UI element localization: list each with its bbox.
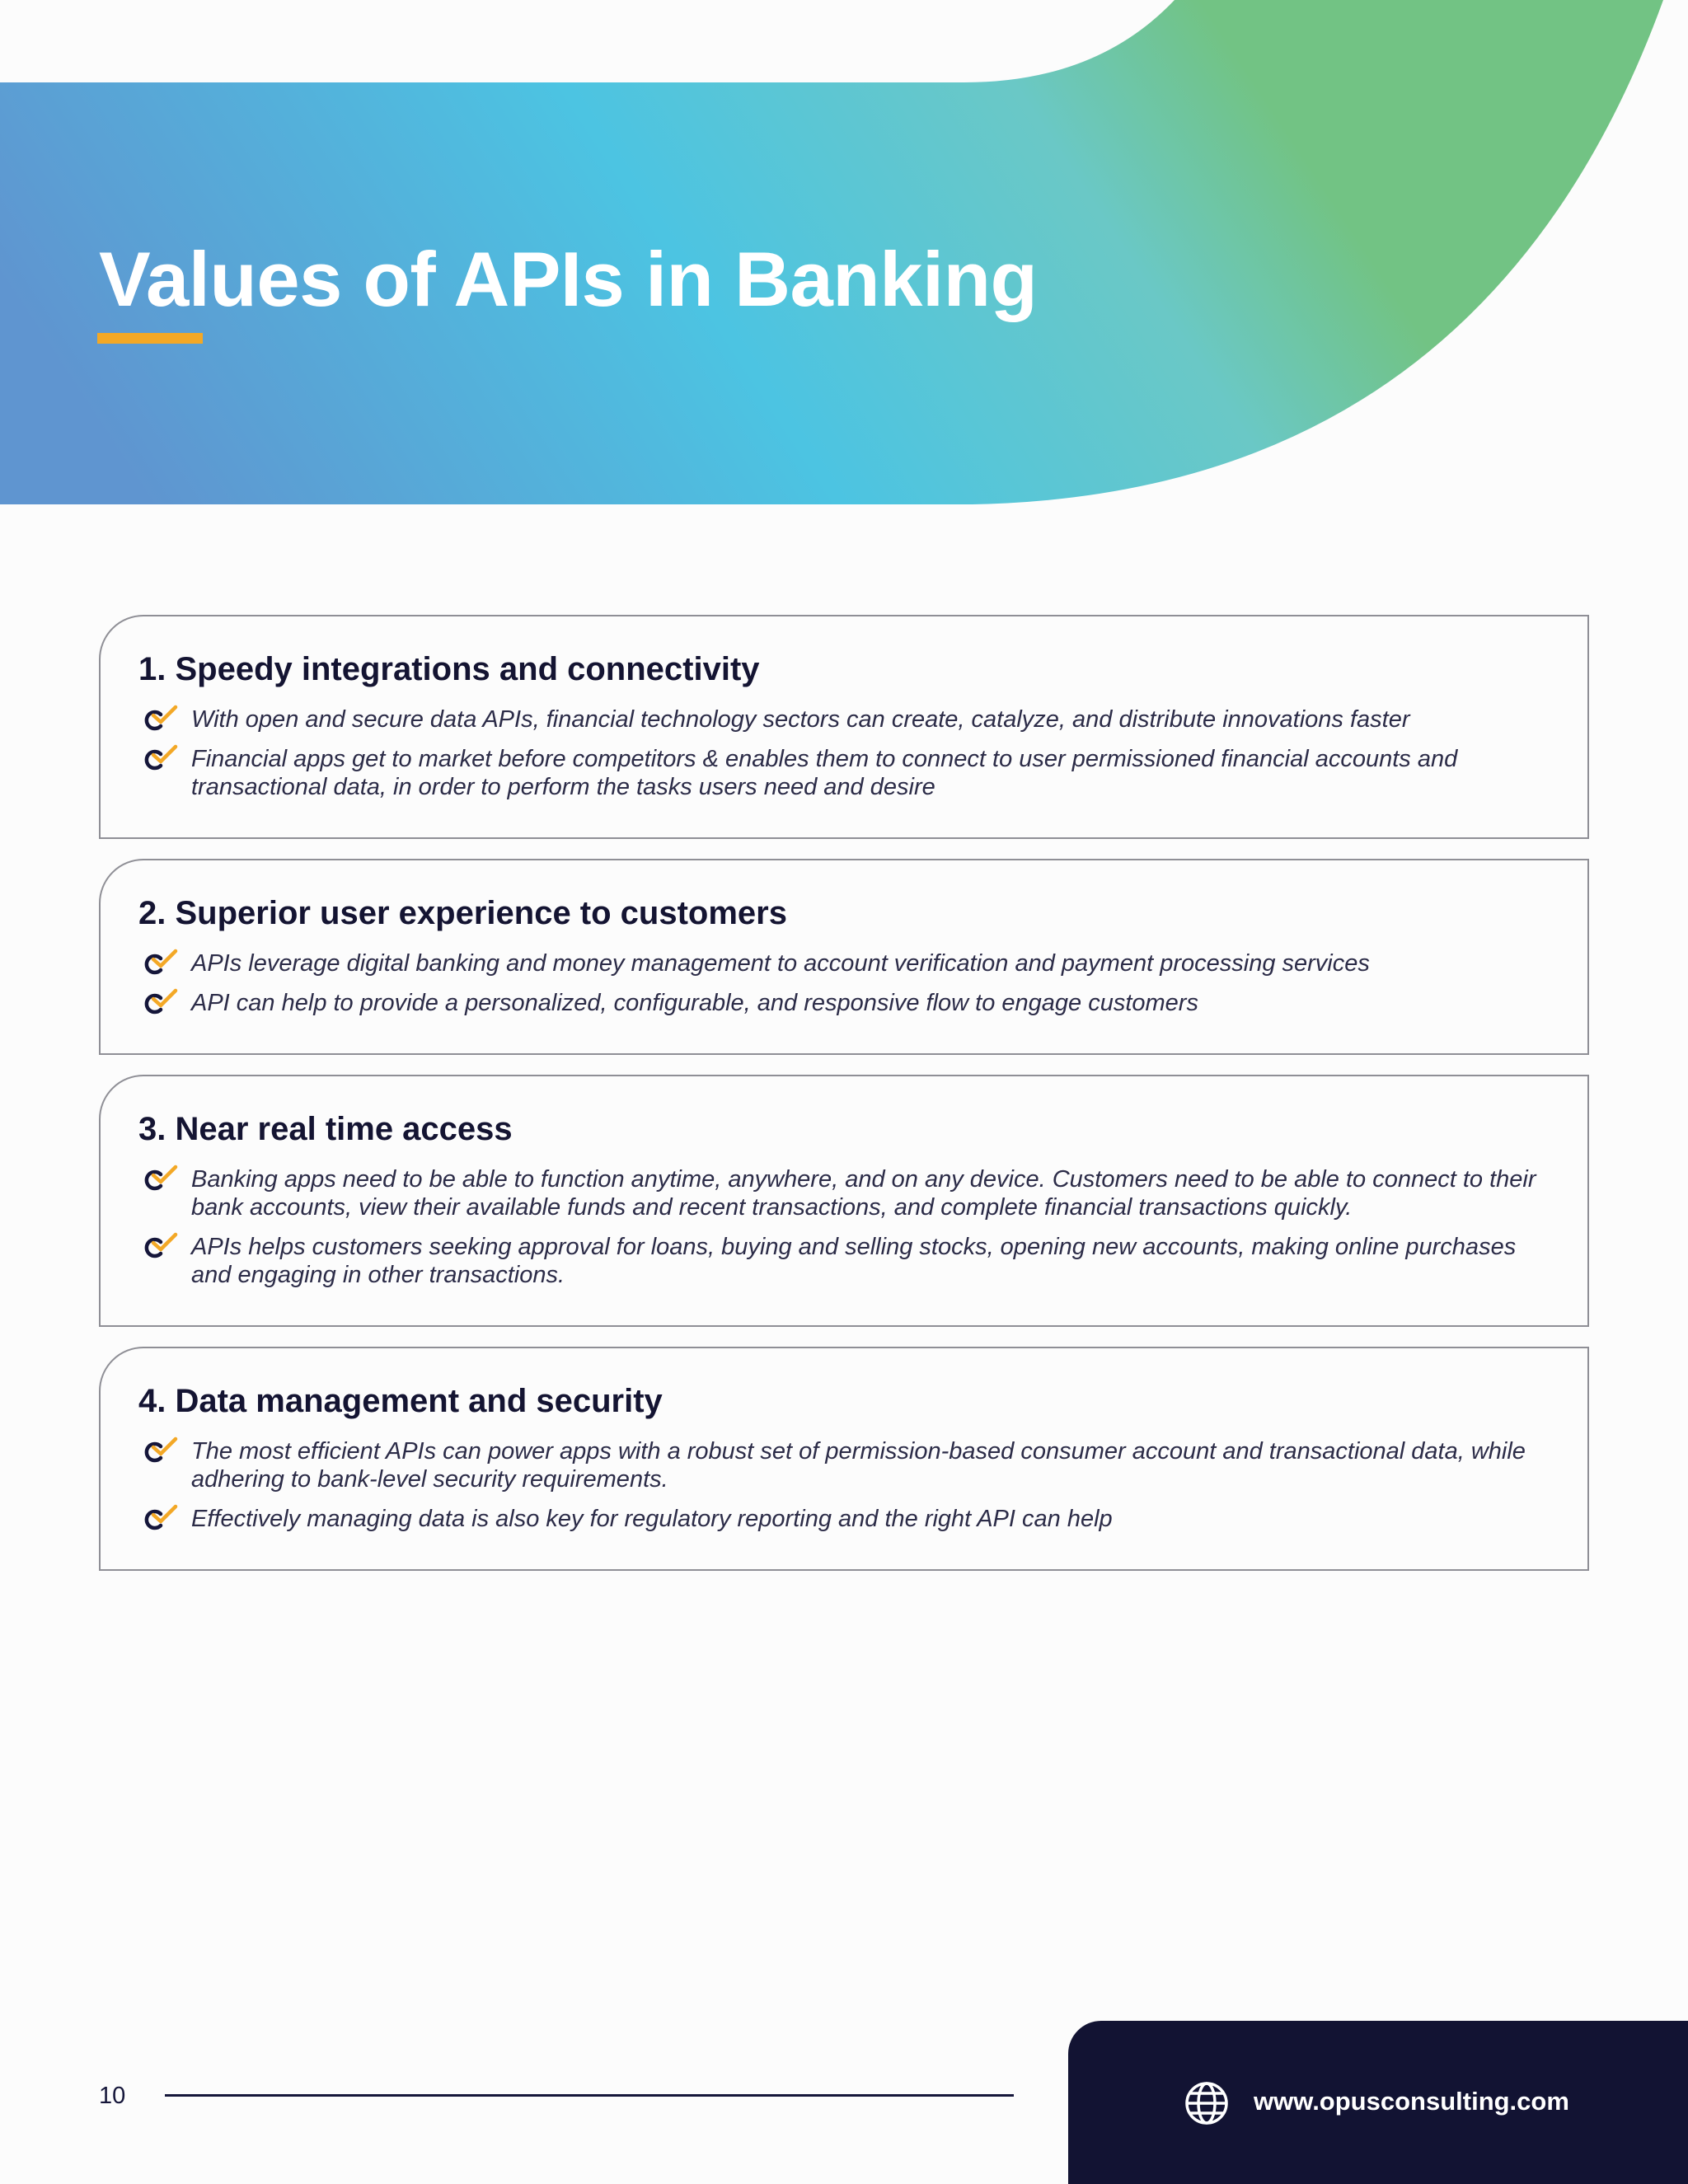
bullet-item	[138, 1437, 1554, 1493]
bullet-text: Effectively managing data is also key for regulatory reporting and the right API can help	[191, 1506, 1113, 1532]
bullet-item	[138, 745, 1554, 801]
sections-list	[99, 615, 1589, 1591]
bullet-item	[138, 949, 1554, 977]
bullet-text: API can help to provide a personalized, configurable, and responsive flow to engage customers	[191, 990, 1198, 1016]
bullet-text: With open and secure data APIs, financial technology sectors can create, catalyze, and distribute innovations faster	[191, 706, 1410, 733]
check-icon	[138, 1436, 180, 1465]
bullet-item	[138, 1233, 1554, 1289]
check-icon	[138, 987, 180, 1017]
page-number: 10	[99, 2083, 126, 2109]
bullet-item	[138, 1165, 1554, 1221]
bullet-item	[138, 705, 1554, 733]
section-heading: 4. Data management and security	[138, 1383, 663, 1419]
check-icon	[138, 1164, 180, 1193]
page-title: Values of APIs in Banking	[99, 236, 1038, 322]
section-card-speedy-integrations	[99, 615, 1589, 839]
bullet-text: Banking apps need to be able to function anytime, anywhere, and on any device. Customers need to be able to connect to their bank accounts, view their available funds and recent transactions, and complete financial transactions quickly.	[191, 1166, 1536, 1221]
check-icon	[138, 1503, 180, 1533]
bullet-text: Financial apps get to market before competitors & enables them to connect to user permissioned financial accounts and transactional data, in order to perform the tasks users need and desire	[191, 746, 1458, 800]
website-link[interactable]: www.opusconsulting.com	[1254, 2087, 1569, 2116]
title-underline	[97, 333, 203, 344]
footer-divider	[165, 2094, 1014, 2097]
bullet-text: APIs helps customers seeking approval for loans, buying and selling stocks, opening new accounts, making online purchases and engaging in other transactions.	[191, 1234, 1517, 1288]
check-icon	[138, 743, 180, 773]
section-heading: 1. Speedy integrations and connectivity	[138, 651, 760, 687]
footer-panel	[1068, 2021, 1688, 2184]
check-icon	[138, 704, 180, 733]
section-card-user-experience	[99, 859, 1589, 1055]
section-card-real-time-access	[99, 1075, 1589, 1327]
check-icon	[138, 948, 180, 977]
check-icon	[138, 1231, 180, 1261]
globe-icon	[1184, 2080, 1230, 2126]
section-heading: 2. Superior user experience to customers	[138, 895, 787, 931]
bullet-item	[138, 989, 1554, 1017]
bullet-item	[138, 1505, 1554, 1533]
bullet-text: The most efficient APIs can power apps with a robust set of permission-based consumer account and transactional data, while adhering to bank-level security requirements.	[191, 1438, 1526, 1493]
bullet-text: APIs leverage digital banking and money management to account verification and payment processing services	[191, 950, 1370, 977]
section-heading: 3. Near real time access	[138, 1111, 513, 1147]
section-card-data-management	[99, 1347, 1589, 1571]
